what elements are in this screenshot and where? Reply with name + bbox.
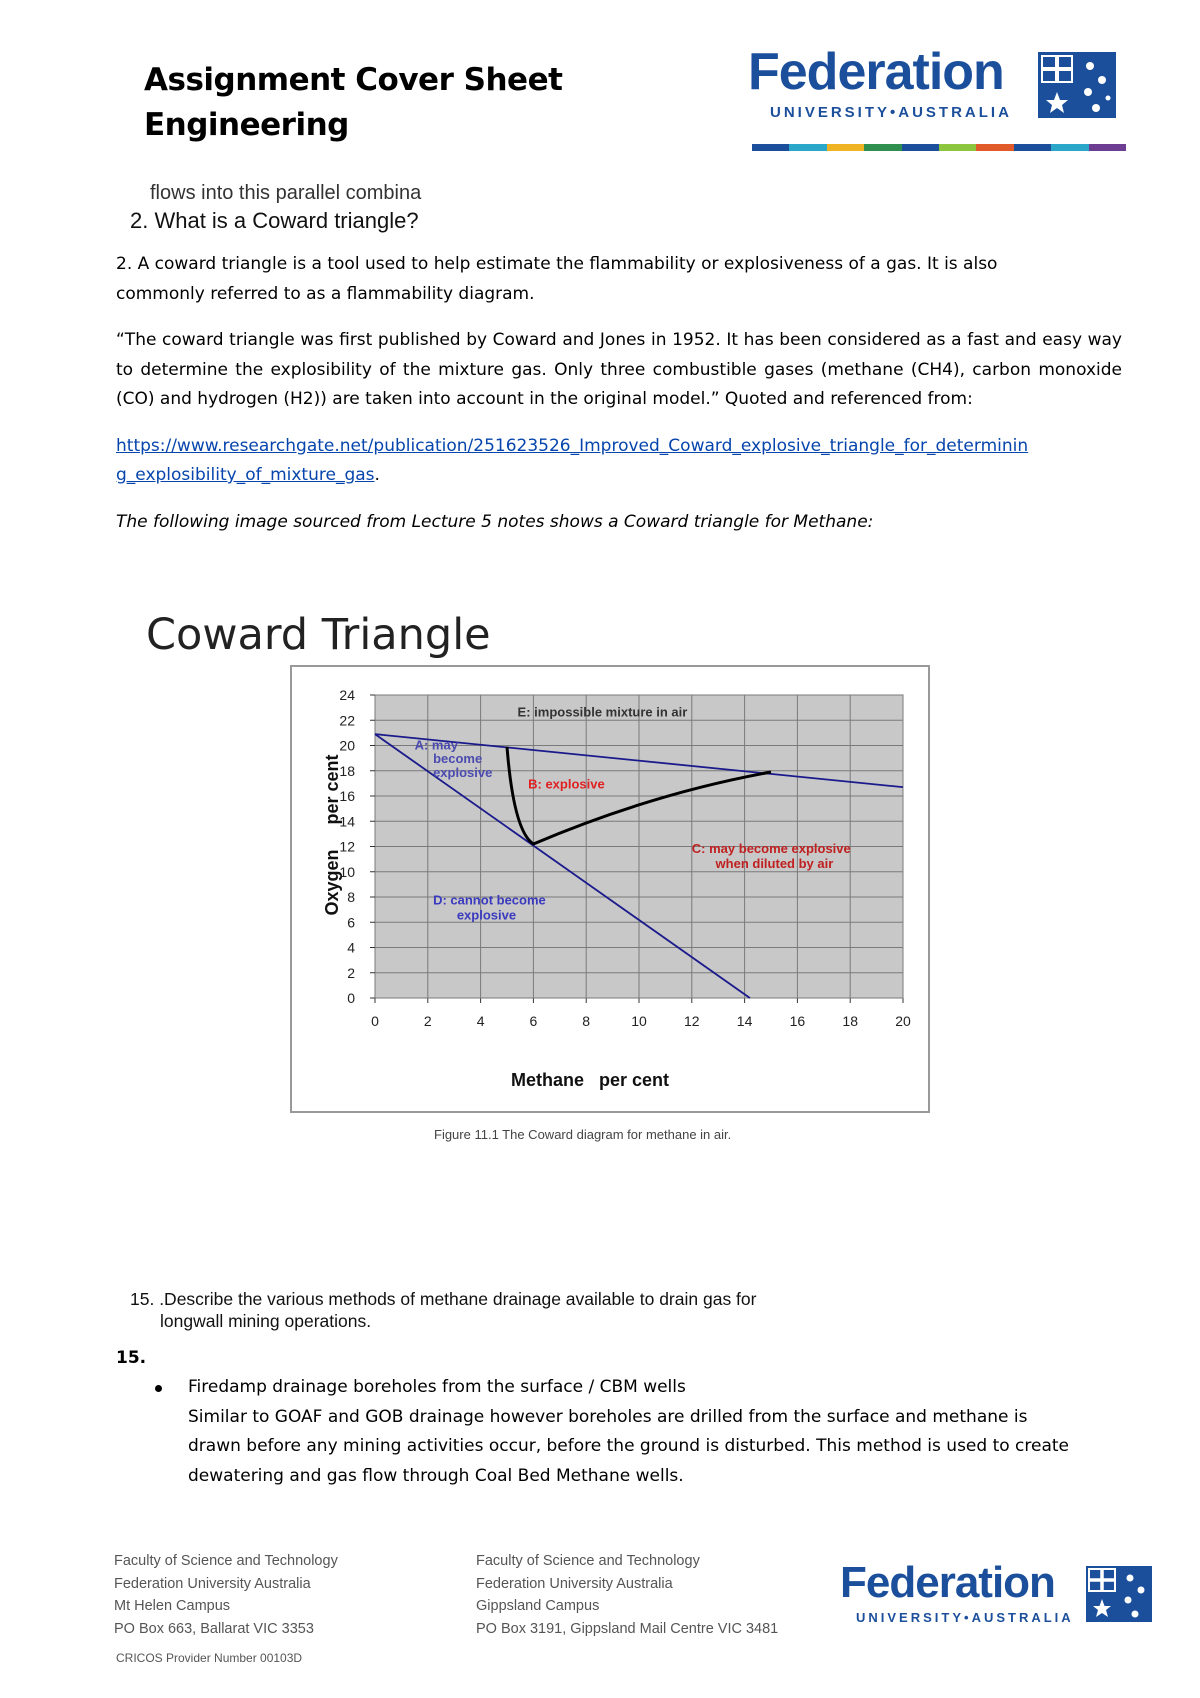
bullet-line-1: Similar to GOAF and GOB drainage however boreholes are drilled from the surface and methane is <box>188 1406 1028 1427</box>
y-tick-label: 22 <box>339 712 355 729</box>
y-tick-label: 10 <box>339 863 355 880</box>
question-15-line-1: 15. .Describe the various methods of methane drainage available to drain gas for <box>130 1289 757 1309</box>
region-label: when diluted by air <box>715 855 834 871</box>
x-tick-label: 2 <box>423 1013 432 1029</box>
region-label: E: impossible mixture in air <box>517 704 688 720</box>
figure-caption: Figure 11.1 The Coward diagram for methane in air. <box>434 1127 732 1142</box>
footer-logo <box>840 1560 1160 1640</box>
footer-line: PO Box 3191, Gippsland Mail Centre VIC 3481 <box>476 1620 779 1637</box>
cropped-previous-text: flows into this parallel combina <box>150 182 422 204</box>
region-label: A: may <box>414 737 458 753</box>
region-label: D: cannot become <box>433 892 546 908</box>
answer-15-label: 15. <box>116 1348 147 1368</box>
x-tick-label: 10 <box>631 1013 647 1029</box>
quote-paragraph: “The coward triangle was first published by Coward and Jones in 1952. It has been considered as a fast and easy way to determine the explosibility of the mixture gas. Only three combustible gases (methane (CH4), carbon monoxide (CO) and hydrogen (H2)) are taken into account in the original model.” Quoted and referenced from: <box>116 330 1122 409</box>
footer-line: Federation University Australia <box>114 1575 311 1592</box>
y-axis-label: Oxygen per cent <box>322 754 342 916</box>
footer-line: PO Box 663, Ballarat VIC 3353 <box>114 1620 314 1637</box>
y-tick-label: 18 <box>339 762 355 779</box>
bullet-item <box>188 1373 1128 1491</box>
y-tick-label: 2 <box>347 964 355 981</box>
footer-logo-wordmark: Federation <box>840 1558 1055 1607</box>
logo-color-strip <box>752 144 1126 151</box>
question-2-answer <box>116 250 1122 537</box>
x-tick-label: 4 <box>476 1013 485 1029</box>
y-tick-label: 0 <box>347 990 355 1006</box>
region-label: become <box>433 751 483 767</box>
question-15-line-2: longwall mining operations. <box>160 1311 372 1331</box>
footer-flag-icon <box>1086 1566 1152 1622</box>
title-line-1: Assignment Cover Sheet <box>144 62 563 98</box>
reference-link-line-2[interactable]: g_explosibility_of_mixture_gas <box>116 465 375 485</box>
title-line-2: Engineering <box>144 107 349 143</box>
x-tick-label: 14 <box>736 1013 753 1029</box>
bullet-line-3: dewatering and gas flow through Coal Bed Methane wells. <box>188 1465 684 1486</box>
footer-line: Gippsland Campus <box>476 1598 600 1614</box>
reference-link[interactable] <box>116 432 1122 491</box>
flag-icon <box>1038 52 1116 118</box>
footer-line: Faculty of Science and Technology <box>114 1553 338 1569</box>
image-intro: The following image sourced from Lecture 5 notes shows a Coward triangle for Methane: <box>116 511 874 532</box>
logo-wordmark: Federation <box>748 43 1004 101</box>
region-label: explosive <box>433 765 493 781</box>
x-tick-label: 16 <box>789 1013 806 1029</box>
y-tick-label: 8 <box>347 889 355 905</box>
x-tick-label: 20 <box>895 1013 911 1029</box>
coward-triangle-chart <box>290 665 930 1113</box>
y-tick-label: 24 <box>339 687 355 703</box>
y-tick-label: 12 <box>339 838 355 855</box>
answer-paragraph: 2. A coward triangle is a tool used to help estimate the flammability or explosiveness of a gas. It is also commonly referred to as a flammability diagram. <box>116 254 998 304</box>
x-axis-label: Methane per cent <box>510 1070 670 1090</box>
region-label: B: explosive <box>528 776 605 792</box>
slide-title: Coward Triangle <box>146 610 491 660</box>
footer-line: Faculty of Science and Technology <box>476 1553 700 1569</box>
document-title <box>144 58 562 148</box>
y-tick-label: 16 <box>339 788 355 804</box>
x-tick-label: 12 <box>684 1013 700 1029</box>
bullet-title: Firedamp drainage boreholes from the surface / CBM wells <box>188 1377 686 1397</box>
y-tick-label: 6 <box>347 914 355 931</box>
x-tick-label: 8 <box>582 1013 591 1029</box>
region-label: explosive <box>456 907 517 923</box>
cricos-number: CRICOS Provider Number 00103D <box>116 1651 303 1665</box>
y-tick-label: 20 <box>339 737 355 754</box>
logo-subtitle: UNIVERSITY•AUSTRALIA <box>770 104 1012 121</box>
y-tick-label: 4 <box>347 939 355 956</box>
x-tick-label: 0 <box>371 1013 379 1029</box>
x-tick-label: 18 <box>842 1013 858 1029</box>
link-period: . <box>374 465 380 485</box>
question-15-heading <box>130 1288 756 1332</box>
footer-line: Mt Helen Campus <box>114 1598 231 1614</box>
question-2-heading: 2. What is a Coward triangle? <box>130 208 419 233</box>
footer-column-1 <box>114 1550 338 1640</box>
footer-line: Federation University Australia <box>476 1575 673 1592</box>
x-tick-label: 6 <box>529 1013 538 1029</box>
reference-link-line-1[interactable]: https://www.researchgate.net/publication/251623526_Improved_Coward_explosive_triangle_for_determinin <box>116 435 1029 456</box>
federation-logo <box>748 43 1128 154</box>
southern-cross-icon <box>1038 52 1116 118</box>
footer-logo-subtitle: UNIVERSITY•AUSTRALIA <box>856 1610 1074 1625</box>
footer-column-2 <box>476 1550 778 1640</box>
region-label: C: may become explosive <box>691 840 851 856</box>
bullet-line-2: drawn before any mining activities occur, before the ground is disturbed. This method is used to create <box>188 1436 1070 1456</box>
bullet-icon <box>155 1385 162 1392</box>
y-tick-label: 14 <box>339 813 355 830</box>
